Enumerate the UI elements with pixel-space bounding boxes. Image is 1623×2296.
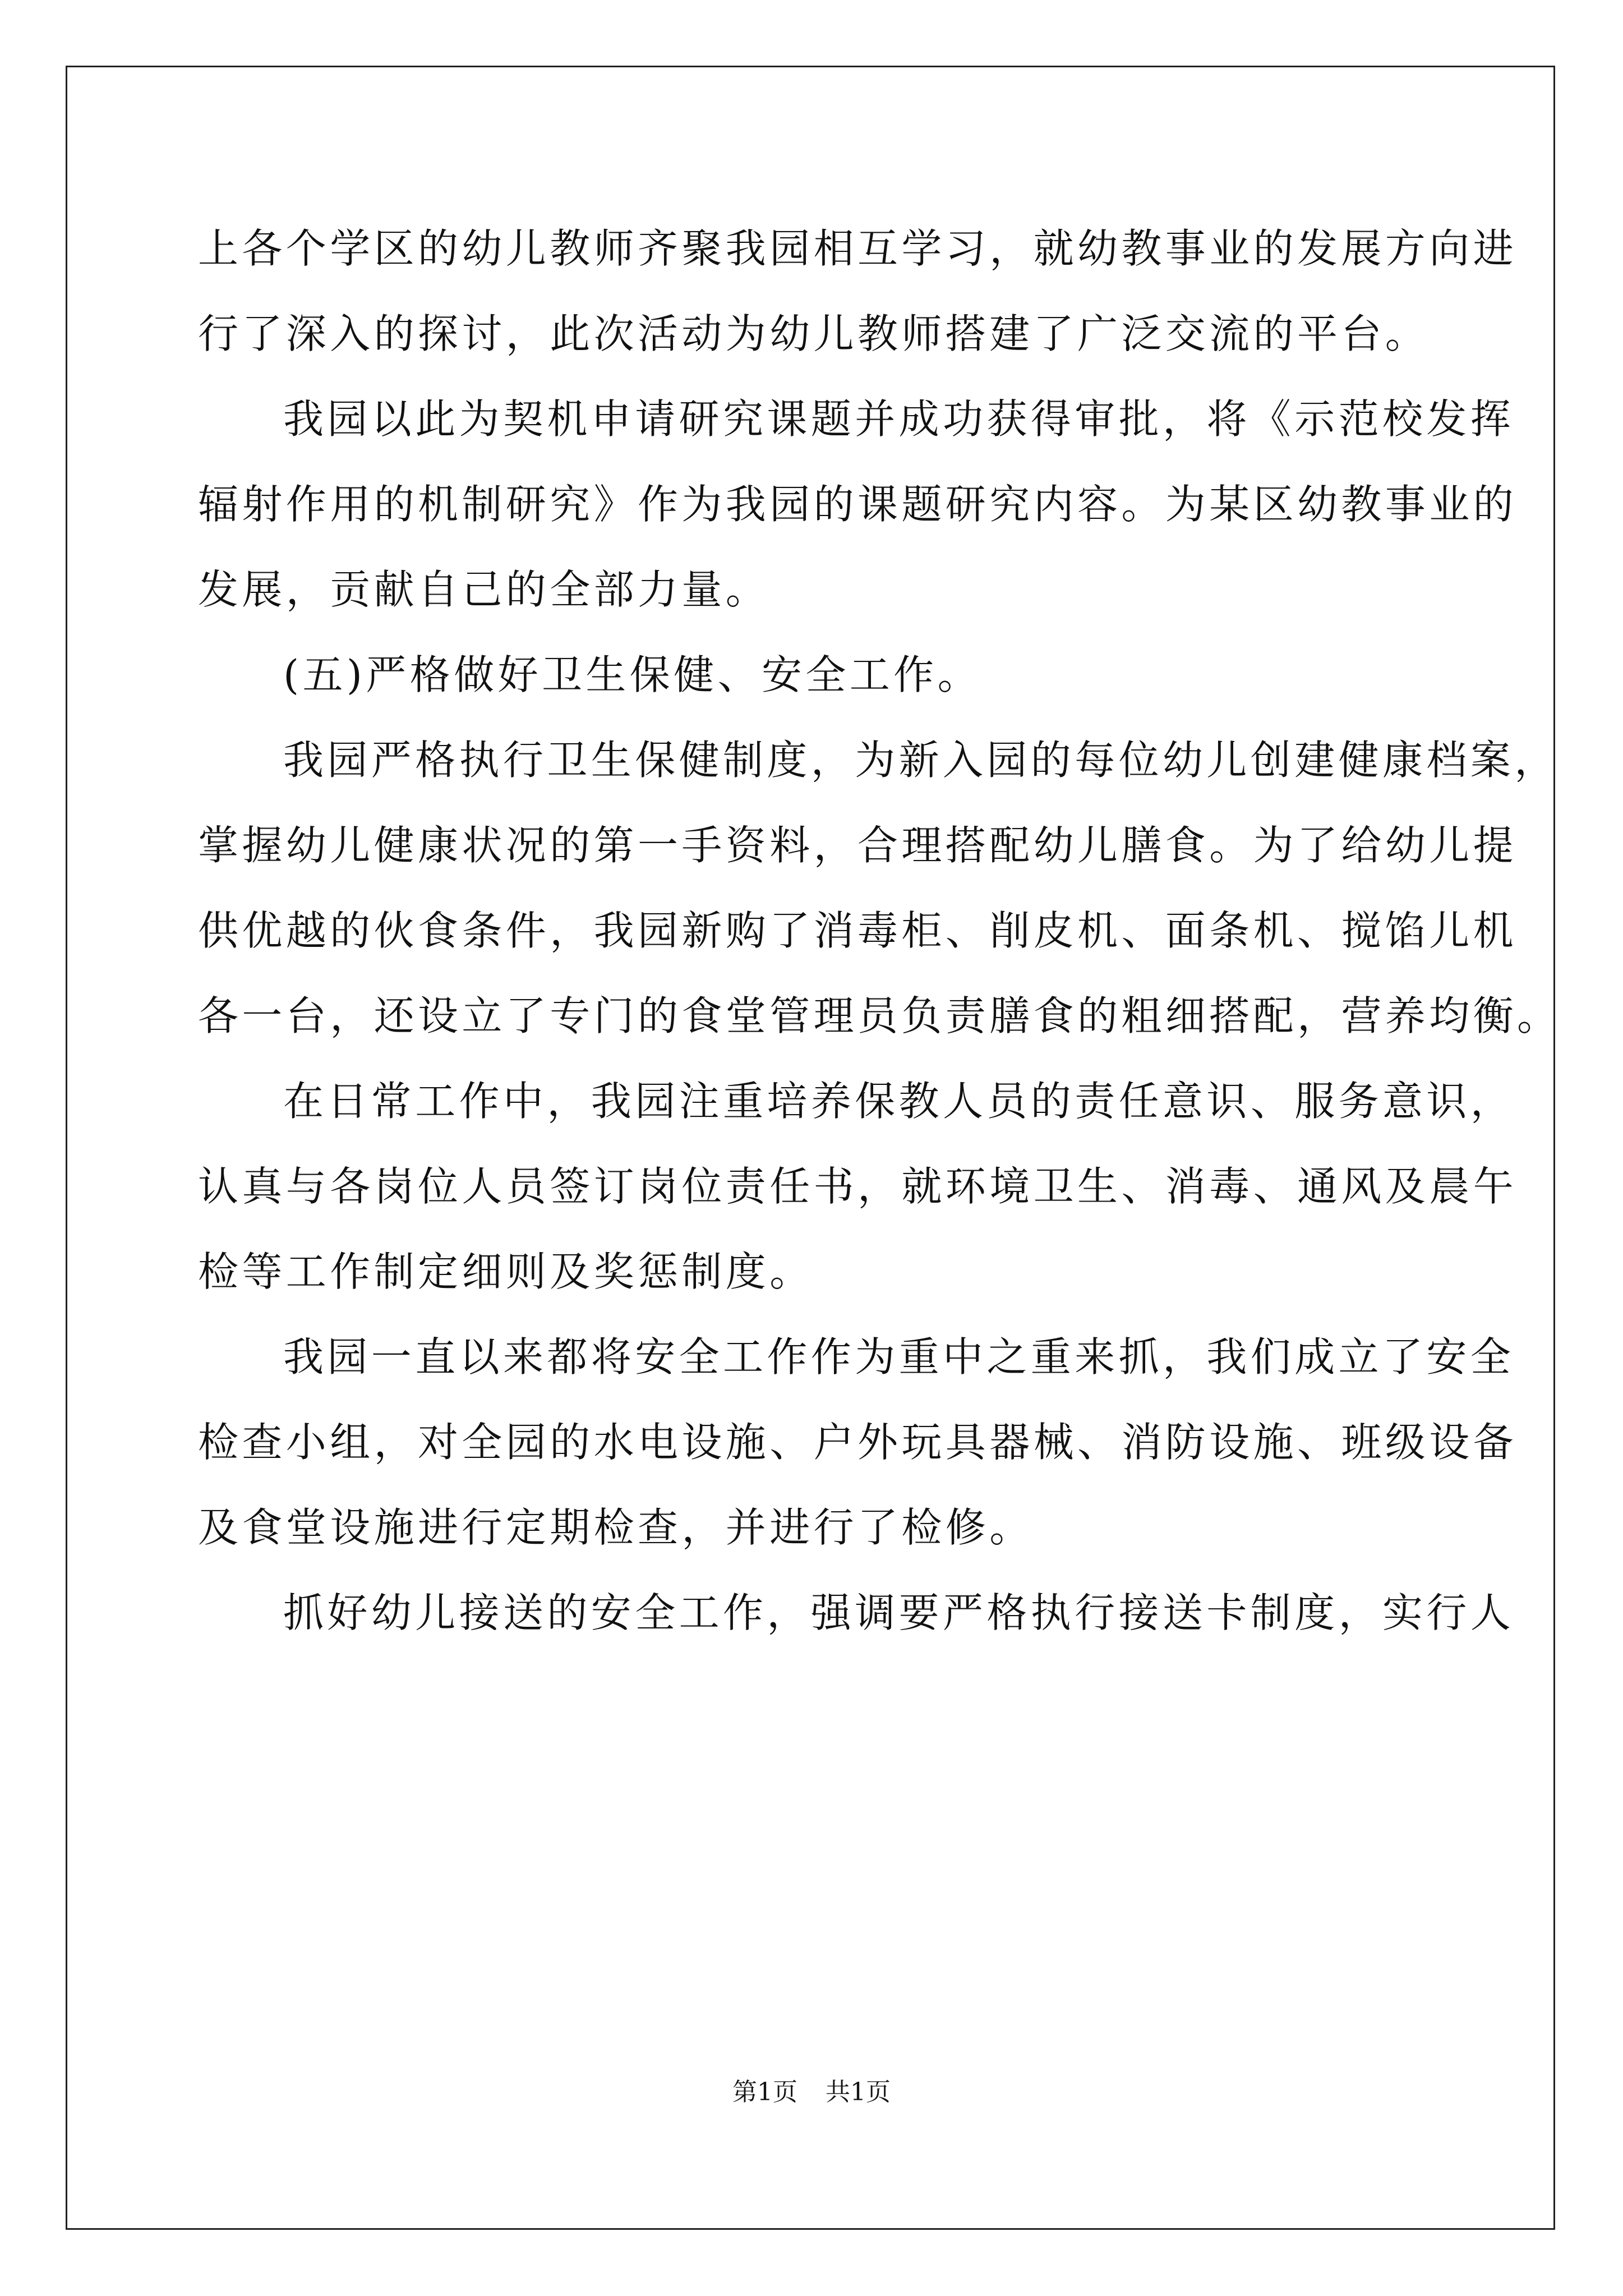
page-footer (0, 2076, 1623, 2109)
text-line-15: 检查小组，对全园的水电设施、户外玩具器械、消防设施、班级设备 (198, 1419, 1518, 1466)
text-line-4: 辐射作用的机制研究》作为我园的课题研究内容。为某区幼教事业的 (198, 481, 1518, 528)
text-line-1: 上各个学区的幼儿教师齐聚我园相互学习，就幼教事业的发展方向进 (198, 225, 1518, 272)
text-line-14: 我园一直以来都将安全工作作为重中之重来抓，我们成立了安全 (283, 1333, 1515, 1381)
document-body (198, 206, 1561, 1655)
text-line-5: 发展，贡献自己的全部力量。 (198, 566, 770, 613)
text-line-2: 行了深入的探讨，此次活动为幼儿教师搭建了广泛交流的平台。 (198, 310, 1430, 357)
text-line-8: 掌握幼儿健康状况的第一手资料，合理搭配幼儿膳食。为了给幼儿提 (198, 822, 1518, 869)
text-line-13: 检等工作制定细则及奖惩制度。 (198, 1248, 814, 1295)
text-line-16: 及食堂设施进行定期检查，并进行了检修。 (198, 1504, 1034, 1551)
text-line-17: 抓好幼儿接送的安全工作，强调要严格执行接送卡制度，实行人 (283, 1589, 1515, 1636)
text-line-7: 我园严格执行卫生保健制度，为新入园的每位幼儿创建健康档案， (283, 737, 1559, 784)
text-line-9: 供优越的伙食条件，我园新购了消毒柜、削皮机、面条机、搅馅儿机 (198, 907, 1518, 954)
page-current-number: 第1页 (732, 2078, 797, 2106)
text-line-12: 认真与各岗位人员签订岗位责任书，就环境卫生、消毒、通风及晨午 (198, 1163, 1518, 1210)
text-line-10: 各一台，还设立了专门的食堂管理员负责膳食的粗细搭配，营养均衡。 (198, 992, 1561, 1039)
page-total-count: 共1页 (826, 2078, 891, 2106)
text-line-3: 我园以此为契机申请研究课题并成功获得审批，将《示范校发挥 (283, 395, 1515, 443)
text-line-11: 在日常工作中，我园注重培养保教人员的责任意识、服务意识， (283, 1078, 1515, 1125)
section-heading: (五)严格做好卫生保健、安全工作。 (283, 651, 981, 698)
